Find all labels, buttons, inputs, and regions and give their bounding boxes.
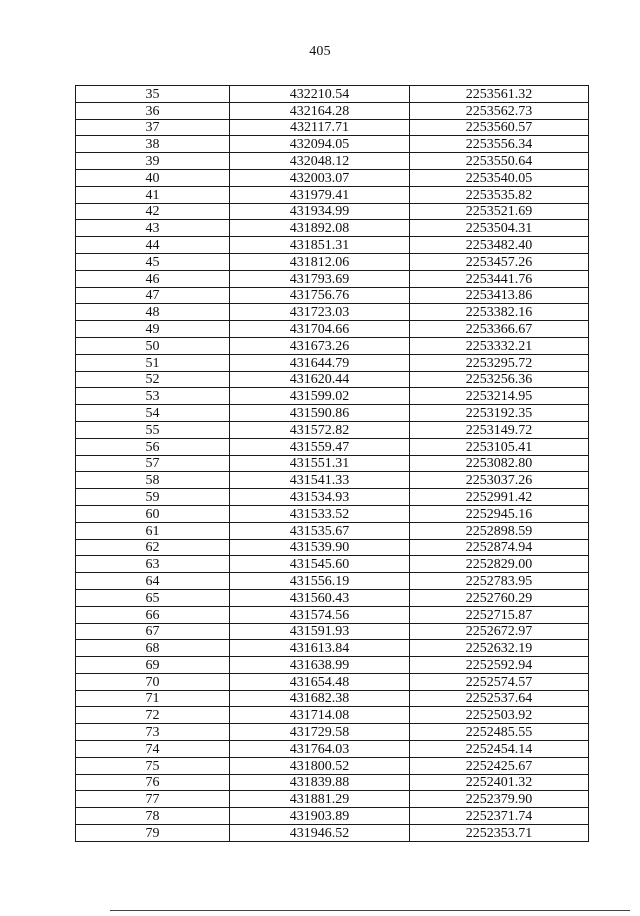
table-row	[76, 253, 589, 270]
x-coordinate-cell: 432048.12	[230, 153, 410, 170]
y-coordinate-cell: 2253556.34	[410, 136, 589, 153]
y-coordinate-cell: 2253413.86	[410, 287, 589, 304]
point-number-cell: 49	[76, 321, 230, 338]
x-coordinate-cell: 431654.48	[230, 673, 410, 690]
y-coordinate-cell: 2252485.55	[410, 724, 589, 741]
point-number-cell: 67	[76, 623, 230, 640]
x-coordinate-cell: 431560.43	[230, 589, 410, 606]
y-coordinate-cell: 2252715.87	[410, 606, 589, 623]
table-row	[76, 623, 589, 640]
x-coordinate-cell: 431793.69	[230, 270, 410, 287]
point-number-cell: 45	[76, 253, 230, 270]
y-coordinate-cell: 2252574.57	[410, 673, 589, 690]
x-coordinate-cell: 431800.52	[230, 757, 410, 774]
table-row	[76, 371, 589, 388]
point-number-cell: 68	[76, 640, 230, 657]
y-coordinate-cell: 2253504.31	[410, 220, 589, 237]
y-coordinate-cell: 2252425.67	[410, 757, 589, 774]
table-row	[76, 673, 589, 690]
x-coordinate-cell: 431729.58	[230, 724, 410, 741]
point-number-cell: 71	[76, 690, 230, 707]
x-coordinate-cell: 431673.26	[230, 337, 410, 354]
y-coordinate-cell: 2252353.71	[410, 825, 589, 842]
table-row	[76, 186, 589, 203]
table-row	[76, 321, 589, 338]
point-number-cell: 50	[76, 337, 230, 354]
point-number-cell: 52	[76, 371, 230, 388]
y-coordinate-cell: 2253214.95	[410, 388, 589, 405]
x-coordinate-cell: 431723.03	[230, 304, 410, 321]
x-coordinate-cell: 431545.60	[230, 556, 410, 573]
y-coordinate-cell: 2252945.16	[410, 505, 589, 522]
y-coordinate-cell: 2253256.36	[410, 371, 589, 388]
x-coordinate-cell: 431892.08	[230, 220, 410, 237]
x-coordinate-cell: 431620.44	[230, 371, 410, 388]
table-row	[76, 102, 589, 119]
table-row	[76, 606, 589, 623]
x-coordinate-cell: 431839.88	[230, 774, 410, 791]
x-coordinate-cell: 432164.28	[230, 102, 410, 119]
table-row	[76, 136, 589, 153]
table-row	[76, 405, 589, 422]
y-coordinate-cell: 2252632.19	[410, 640, 589, 657]
point-number-cell: 75	[76, 757, 230, 774]
point-number-cell: 79	[76, 825, 230, 842]
y-coordinate-cell: 2253540.05	[410, 169, 589, 186]
point-number-cell: 38	[76, 136, 230, 153]
point-number-cell: 47	[76, 287, 230, 304]
point-number-cell: 55	[76, 421, 230, 438]
x-coordinate-cell: 431541.33	[230, 472, 410, 489]
table-row	[76, 489, 589, 506]
x-coordinate-cell: 431638.99	[230, 657, 410, 674]
point-number-cell: 77	[76, 791, 230, 808]
x-coordinate-cell: 431934.99	[230, 203, 410, 220]
point-number-cell: 51	[76, 354, 230, 371]
y-coordinate-cell: 2253482.40	[410, 237, 589, 254]
y-coordinate-cell: 2252898.59	[410, 522, 589, 539]
y-coordinate-cell: 2253105.41	[410, 438, 589, 455]
point-number-cell: 56	[76, 438, 230, 455]
y-coordinate-cell: 2252672.97	[410, 623, 589, 640]
point-number-cell: 62	[76, 539, 230, 556]
table-row	[76, 556, 589, 573]
table-row	[76, 169, 589, 186]
coordinate-table-body	[76, 86, 589, 842]
point-number-cell: 57	[76, 455, 230, 472]
point-number-cell: 73	[76, 724, 230, 741]
point-number-cell: 78	[76, 808, 230, 825]
y-coordinate-cell: 2253441.76	[410, 270, 589, 287]
point-number-cell: 76	[76, 774, 230, 791]
y-coordinate-cell: 2253295.72	[410, 354, 589, 371]
y-coordinate-cell: 2252503.92	[410, 707, 589, 724]
table-row	[76, 455, 589, 472]
table-row	[76, 472, 589, 489]
x-coordinate-cell: 431881.29	[230, 791, 410, 808]
table-row	[76, 220, 589, 237]
x-coordinate-cell: 431979.41	[230, 186, 410, 203]
x-coordinate-cell: 431756.76	[230, 287, 410, 304]
point-number-cell: 59	[76, 489, 230, 506]
x-coordinate-cell: 431539.90	[230, 539, 410, 556]
y-coordinate-cell: 2253366.67	[410, 321, 589, 338]
x-coordinate-cell: 431551.31	[230, 455, 410, 472]
point-number-cell: 72	[76, 707, 230, 724]
y-coordinate-cell: 2252371.74	[410, 808, 589, 825]
table-row	[76, 573, 589, 590]
y-coordinate-cell: 2253082.80	[410, 455, 589, 472]
table-row	[76, 808, 589, 825]
y-coordinate-cell: 2252454.14	[410, 741, 589, 758]
table-row	[76, 388, 589, 405]
point-number-cell: 43	[76, 220, 230, 237]
bottom-rule	[110, 910, 630, 911]
y-coordinate-cell: 2252592.94	[410, 657, 589, 674]
table-row	[76, 657, 589, 674]
page-number: 405	[309, 44, 331, 59]
point-number-cell: 61	[76, 522, 230, 539]
y-coordinate-cell: 2253382.16	[410, 304, 589, 321]
y-coordinate-cell: 2253521.69	[410, 203, 589, 220]
point-number-cell: 40	[76, 169, 230, 186]
x-coordinate-cell: 431714.08	[230, 707, 410, 724]
x-coordinate-cell: 431574.56	[230, 606, 410, 623]
point-number-cell: 37	[76, 119, 230, 136]
table-row	[76, 741, 589, 758]
y-coordinate-cell: 2253149.72	[410, 421, 589, 438]
table-row	[76, 774, 589, 791]
x-coordinate-cell: 431559.47	[230, 438, 410, 455]
table-row	[76, 707, 589, 724]
x-coordinate-cell: 431903.89	[230, 808, 410, 825]
table-row	[76, 825, 589, 842]
table-row	[76, 287, 589, 304]
table-row	[76, 237, 589, 254]
table-row	[76, 438, 589, 455]
point-number-cell: 65	[76, 589, 230, 606]
y-coordinate-cell: 2253550.64	[410, 153, 589, 170]
x-coordinate-cell: 432210.54	[230, 86, 410, 103]
y-coordinate-cell: 2252829.00	[410, 556, 589, 573]
point-number-cell: 46	[76, 270, 230, 287]
y-coordinate-cell: 2253560.57	[410, 119, 589, 136]
y-coordinate-cell: 2252379.90	[410, 791, 589, 808]
y-coordinate-cell: 2253037.26	[410, 472, 589, 489]
x-coordinate-cell: 431682.38	[230, 690, 410, 707]
x-coordinate-cell: 432094.05	[230, 136, 410, 153]
coordinate-table	[75, 85, 589, 842]
y-coordinate-cell: 2252401.32	[410, 774, 589, 791]
x-coordinate-cell: 432003.07	[230, 169, 410, 186]
y-coordinate-cell: 2252991.42	[410, 489, 589, 506]
x-coordinate-cell: 431599.02	[230, 388, 410, 405]
table-row	[76, 304, 589, 321]
table-row	[76, 724, 589, 741]
x-coordinate-cell: 431851.31	[230, 237, 410, 254]
point-number-cell: 58	[76, 472, 230, 489]
table-row	[76, 791, 589, 808]
x-coordinate-cell: 431534.93	[230, 489, 410, 506]
x-coordinate-cell: 431590.86	[230, 405, 410, 422]
point-number-cell: 74	[76, 741, 230, 758]
table-row	[76, 690, 589, 707]
table-row	[76, 153, 589, 170]
x-coordinate-cell: 431533.52	[230, 505, 410, 522]
x-coordinate-cell: 431704.66	[230, 321, 410, 338]
x-coordinate-cell: 431764.03	[230, 741, 410, 758]
point-number-cell: 66	[76, 606, 230, 623]
point-number-cell: 48	[76, 304, 230, 321]
y-coordinate-cell: 2253332.21	[410, 337, 589, 354]
point-number-cell: 35	[76, 86, 230, 103]
y-coordinate-cell: 2253535.82	[410, 186, 589, 203]
x-coordinate-cell: 431556.19	[230, 573, 410, 590]
point-number-cell: 64	[76, 573, 230, 590]
y-coordinate-cell: 2253457.26	[410, 253, 589, 270]
table-row	[76, 337, 589, 354]
table-row	[76, 86, 589, 103]
point-number-cell: 54	[76, 405, 230, 422]
table-row	[76, 354, 589, 371]
x-coordinate-cell: 431535.67	[230, 522, 410, 539]
y-coordinate-cell: 2252537.64	[410, 690, 589, 707]
x-coordinate-cell: 431613.84	[230, 640, 410, 657]
point-number-cell: 41	[76, 186, 230, 203]
point-number-cell: 69	[76, 657, 230, 674]
x-coordinate-cell: 431644.79	[230, 354, 410, 371]
table-row	[76, 539, 589, 556]
y-coordinate-cell: 2253192.35	[410, 405, 589, 422]
table-row	[76, 640, 589, 657]
point-number-cell: 36	[76, 102, 230, 119]
y-coordinate-cell: 2253562.73	[410, 102, 589, 119]
y-coordinate-cell: 2253561.32	[410, 86, 589, 103]
table-row	[76, 119, 589, 136]
point-number-cell: 44	[76, 237, 230, 254]
x-coordinate-cell: 432117.71	[230, 119, 410, 136]
point-number-cell: 63	[76, 556, 230, 573]
x-coordinate-cell: 431812.06	[230, 253, 410, 270]
table-row	[76, 270, 589, 287]
point-number-cell: 39	[76, 153, 230, 170]
point-number-cell: 53	[76, 388, 230, 405]
x-coordinate-cell: 431591.93	[230, 623, 410, 640]
table-row	[76, 589, 589, 606]
table-row	[76, 522, 589, 539]
table-row	[76, 505, 589, 522]
point-number-cell: 70	[76, 673, 230, 690]
table-row	[76, 421, 589, 438]
x-coordinate-cell: 431946.52	[230, 825, 410, 842]
point-number-cell: 60	[76, 505, 230, 522]
table-row	[76, 757, 589, 774]
point-number-cell: 42	[76, 203, 230, 220]
table-row	[76, 203, 589, 220]
y-coordinate-cell: 2252760.29	[410, 589, 589, 606]
y-coordinate-cell: 2252783.95	[410, 573, 589, 590]
y-coordinate-cell: 2252874.94	[410, 539, 589, 556]
x-coordinate-cell: 431572.82	[230, 421, 410, 438]
